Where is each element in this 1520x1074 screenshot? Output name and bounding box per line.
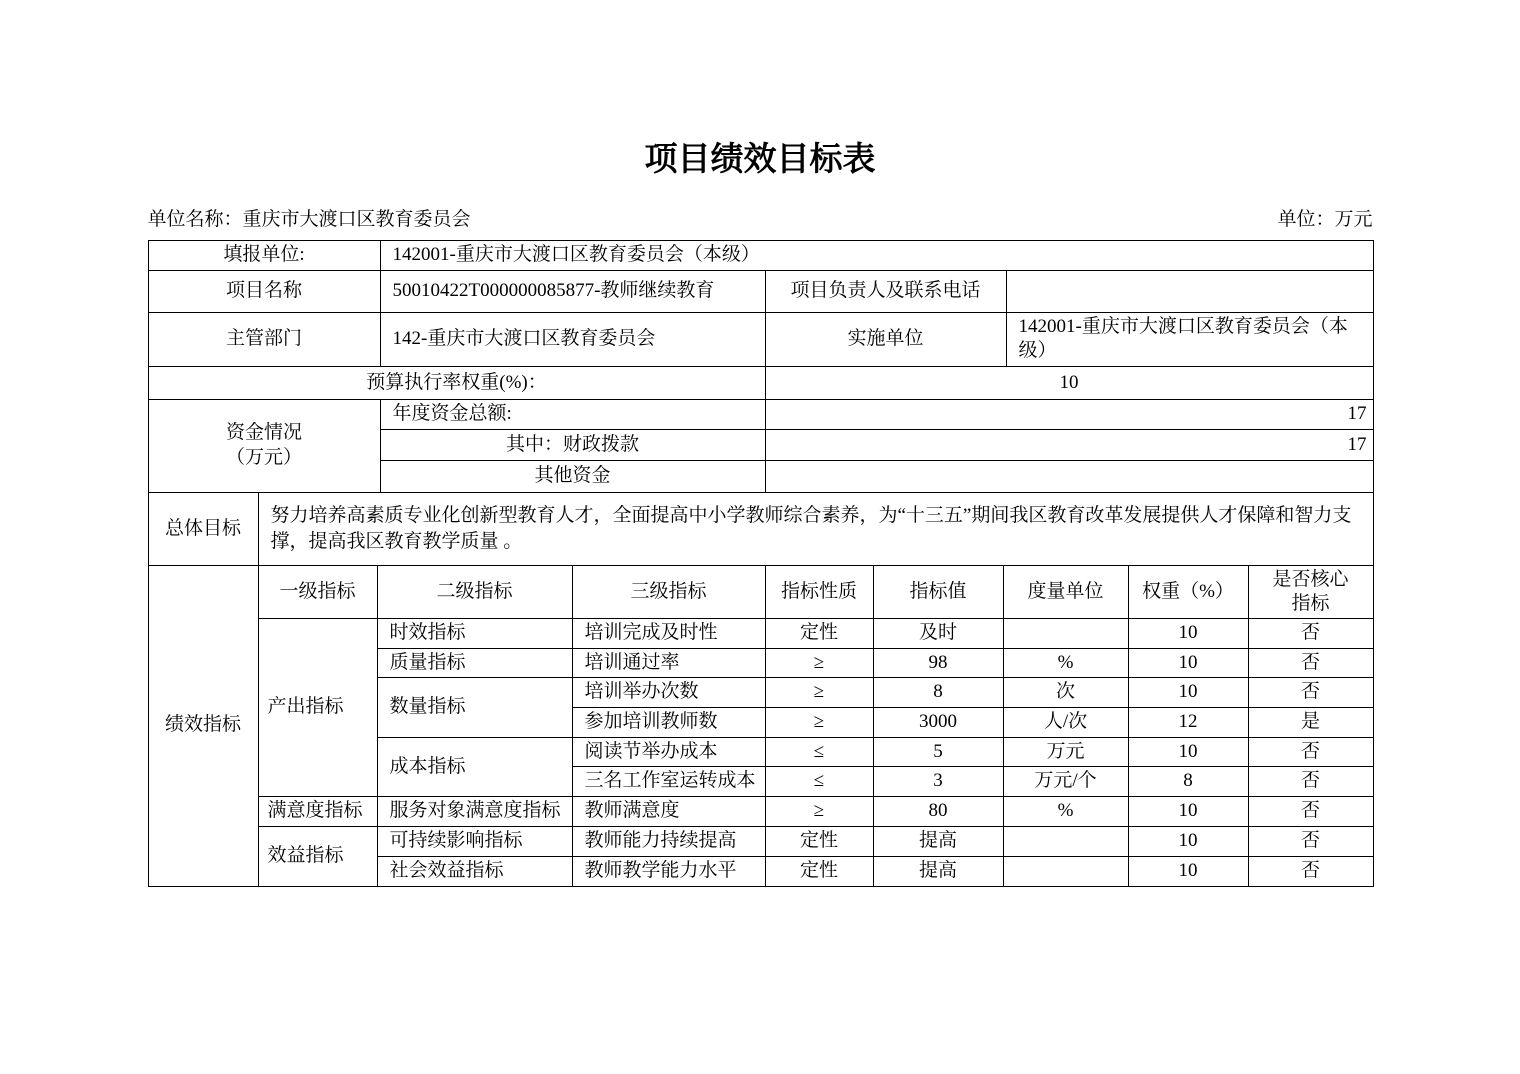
nature-cell: 定性 (765, 826, 873, 856)
fiscal-label: 其中：财政拨款 (380, 430, 765, 461)
header-core-text: 是否核心指标 (1272, 569, 1349, 614)
nature-cell: ≥ (765, 678, 873, 708)
currency-unit-text: 单位：万元 (1277, 208, 1373, 230)
level3-cell: 三名工作室运转成本 (572, 767, 765, 797)
core-cell: 否 (1248, 678, 1373, 708)
value-cell: 8 (873, 678, 1003, 708)
level3-cell: 培训通过率 (572, 648, 765, 678)
core-cell: 是 (1248, 708, 1373, 738)
level3-cell: 参加培训教师数 (572, 708, 765, 738)
weight-cell: 12 (1128, 708, 1248, 738)
level2-cell: 时效指标 (377, 619, 572, 649)
level1-satisfaction: 满意度指标 (258, 797, 377, 827)
table-row (148, 400, 1373, 430)
header-weight: 权重（%） (1128, 566, 1248, 619)
header-nature: 指标性质 (765, 566, 873, 619)
weight-cell: 10 (1128, 619, 1248, 649)
indicator-header-row (148, 566, 1373, 619)
nature-cell: 定性 (765, 856, 873, 886)
other-funds-label: 其他资金 (380, 461, 765, 493)
overall-goal-text: 努力培养高素质专业化创新型教育人才，全面提高中小学教师综合素养，为“十三五”期间我区教育改革发展提供人才保障和智力支撑，提高我区教育教学质量 。 (258, 493, 1373, 566)
nature-cell: ≤ (765, 737, 873, 767)
weight-cell: 10 (1128, 826, 1248, 856)
value-cell: 3000 (873, 708, 1003, 738)
level1-benefit: 效益指标 (258, 826, 377, 886)
performance-indicator-table (148, 492, 1374, 887)
value-cell: 5 (873, 737, 1003, 767)
table-row (148, 270, 1373, 312)
unit-cell: 人/次 (1003, 708, 1128, 738)
core-cell: 否 (1248, 856, 1373, 886)
overall-goal-row (148, 493, 1373, 566)
header-value: 指标值 (873, 566, 1003, 619)
impl-unit-value: 142001-重庆市大渡口区教育委员会（本级） (1006, 312, 1373, 366)
header-level1: 一级指标 (258, 566, 377, 619)
header-core (1248, 566, 1373, 619)
level3-cell: 教师教学能力水平 (572, 856, 765, 886)
value-cell: 提高 (873, 826, 1003, 856)
unit-cell: 万元/个 (1003, 767, 1128, 797)
weight-cell: 10 (1128, 678, 1248, 708)
nature-cell: ≤ (765, 767, 873, 797)
indicator-row (148, 619, 1373, 649)
funding-group-label (148, 400, 380, 493)
report-unit-value: 142001-重庆市大渡口区教育委员会（本级） (380, 240, 1373, 270)
weight-cell: 10 (1128, 856, 1248, 886)
project-name-label: 项目名称 (148, 270, 380, 312)
dept-value: 142-重庆市大渡口区教育委员会 (380, 312, 765, 366)
core-cell: 否 (1248, 619, 1373, 649)
weight-cell: 8 (1128, 767, 1248, 797)
level3-cell: 阅读节举办成本 (572, 737, 765, 767)
project-leader-value (1006, 270, 1373, 312)
unit-cell: 万元 (1003, 737, 1128, 767)
level2-cell: 质量指标 (377, 648, 572, 678)
level2-cost: 成本指标 (377, 737, 572, 796)
level3-cell: 教师能力持续提高 (572, 826, 765, 856)
table-row (148, 367, 1373, 400)
value-cell: 3 (873, 767, 1003, 797)
level2-cell: 服务对象满意度指标 (377, 797, 572, 827)
budget-weight-value: 10 (765, 367, 1373, 400)
weight-cell: 10 (1128, 797, 1248, 827)
header-level3: 三级指标 (572, 566, 765, 619)
page-title: 项目绩效目标表 (644, 140, 876, 177)
fiscal-value: 17 (765, 430, 1373, 461)
level3-cell: 教师满意度 (572, 797, 765, 827)
nature-cell: ≥ (765, 648, 873, 678)
funding-label-line1: 资金情况 (225, 422, 302, 444)
report-unit-label: 填报单位: (148, 240, 380, 270)
dept-label: 主管部门 (148, 312, 380, 366)
header-unit: 度量单位 (1003, 566, 1128, 619)
indicator-row (148, 797, 1373, 827)
value-cell: 提高 (873, 856, 1003, 886)
unit-cell (1003, 619, 1128, 649)
level3-cell: 培训举办次数 (572, 678, 765, 708)
budget-weight-label: 预算执行率权重(%)： (148, 367, 765, 400)
core-cell: 否 (1248, 737, 1373, 767)
unit-name-text: 单位名称：重庆市大渡口区教育委员会 (147, 208, 471, 230)
unit-cell: % (1003, 797, 1128, 827)
level1-output: 产出指标 (258, 619, 377, 797)
project-info-table (148, 240, 1374, 493)
weight-cell: 10 (1128, 648, 1248, 678)
meta-row (148, 204, 1373, 231)
unit-cell (1003, 826, 1128, 856)
project-leader-label: 项目负责人及联系电话 (765, 270, 1006, 312)
overall-goal-label: 总体目标 (148, 493, 258, 566)
level2-cell: 可持续影响指标 (377, 826, 572, 856)
value-cell: 98 (873, 648, 1003, 678)
level2-cell: 社会效益指标 (377, 856, 572, 886)
nature-cell: 定性 (765, 619, 873, 649)
level2-quantity: 数量指标 (377, 678, 572, 737)
funding-label-line2: （万元） (225, 447, 302, 468)
value-cell: 及时 (873, 619, 1003, 649)
indicator-row (148, 826, 1373, 856)
other-funds-value (765, 461, 1373, 493)
unit-cell (1003, 856, 1128, 886)
nature-cell: ≥ (765, 708, 873, 738)
unit-cell: % (1003, 648, 1128, 678)
annual-total-label: 年度资金总额: (380, 400, 765, 430)
project-name-value: 50010422T000000085877-教师继续教育 (380, 270, 765, 312)
core-cell: 否 (1248, 826, 1373, 856)
core-cell: 否 (1248, 648, 1373, 678)
impl-unit-label: 实施单位 (765, 312, 1006, 366)
document-page (148, 0, 1373, 887)
annual-total-value: 17 (765, 400, 1373, 430)
value-cell: 80 (873, 797, 1003, 827)
level3-cell: 培训完成及时性 (572, 619, 765, 649)
table-row (148, 240, 1373, 270)
header-level2: 二级指标 (377, 566, 572, 619)
indicator-group-label: 绩效指标 (148, 566, 258, 887)
weight-cell: 10 (1128, 737, 1248, 767)
unit-cell: 次 (1003, 678, 1128, 708)
core-cell: 否 (1248, 797, 1373, 827)
nature-cell: ≥ (765, 797, 873, 827)
core-cell: 否 (1248, 767, 1373, 797)
table-row (148, 312, 1373, 366)
